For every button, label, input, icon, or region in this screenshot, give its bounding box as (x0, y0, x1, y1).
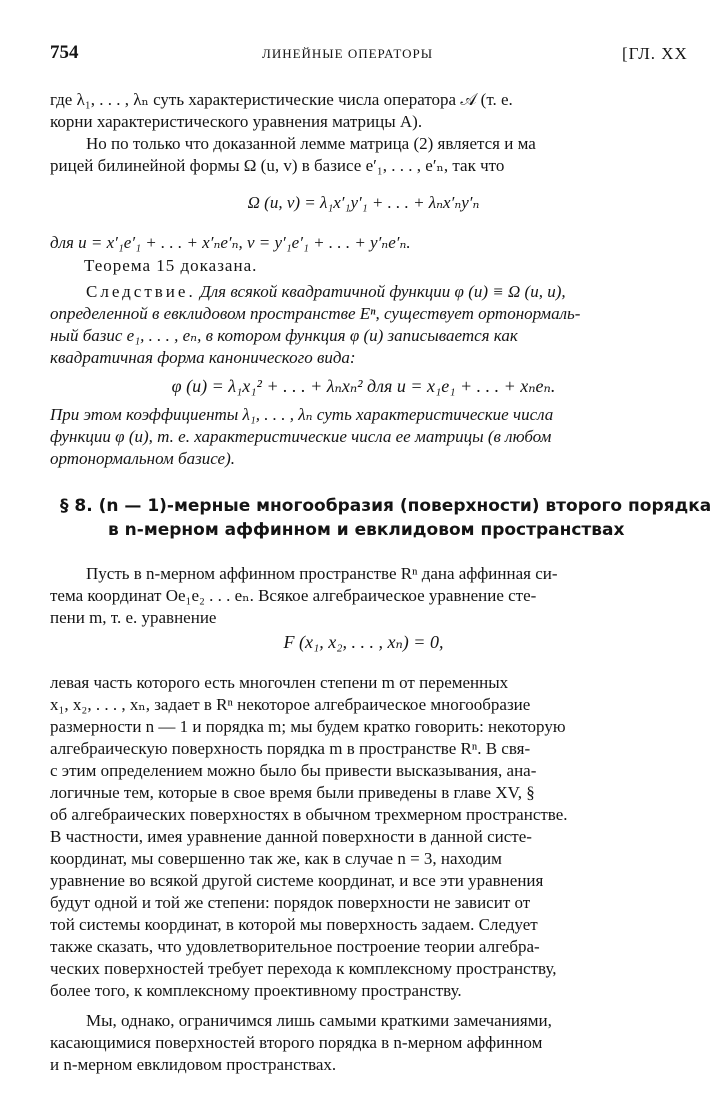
paragraph-line: той системы координат, в которой мы поверхность задаем. Следует (50, 915, 538, 934)
paragraph-line: логичные тем, которые в свое время были приведены в главе XV, § (50, 783, 535, 802)
corollary-text: Для всякой квадратичной функции φ (u) ≡ Ω (u, u), (195, 282, 566, 301)
paragraph-line: В частности, имея уравнение данной поверхности в данной систе- (50, 827, 532, 846)
paragraph-line: левая часть которого есть многочлен степени m от переменных (50, 673, 509, 692)
intro-line: Но по только что доказанной лемме матрица (2) является и ма (86, 134, 536, 153)
paragraph-line: алгебраическую поверхность порядка m в пространстве Rⁿ. В свя- (50, 739, 531, 758)
paragraph-line: ческих поверхностей требует перехода к комплексному пространству, (50, 959, 557, 978)
paragraph-line: пени m, т. е. уравнение (50, 608, 217, 627)
running-title: ЛИНЕЙНЫЕ ОПЕРАТОРЫ (262, 46, 434, 61)
formula-canonical: φ (u) = λ₁x₁² + . . . + λₙxₙ² для u = x₁e₁ + . . . + xₙeₙ. (171, 376, 556, 396)
paragraph-line: тема координат Oe₁e₂ . . . eₙ. Всякое алгебраическое уравнение сте- (50, 586, 537, 605)
corollary-line (86, 281, 566, 303)
intro-line: рицей билинейной формы Ω (u, v) в базисе e′₁, . . . , e′ₙ, так что (50, 156, 505, 175)
corollary-end-line: функции φ (u), т. е. характеристические числа ее матрицы (в любом (50, 427, 552, 446)
paragraph-line: Пусть в n-мерном аффинном пространстве Rⁿ дана аффинная си- (86, 564, 558, 583)
paragraph-line: с этим определением можно было бы привести высказывания, ана- (50, 761, 537, 780)
theorem-proved: Теорема 15 доказана. (84, 256, 258, 275)
intro-line: корни характеристического уравнения матрицы A). (50, 112, 423, 131)
paragraph-line: x₁, x₂, . . . , xₙ, задает в Rⁿ некоторое алгебраическое многообразие (50, 695, 531, 714)
formula-vectors: для u = x′₁e′₁ + . . . + x′ₙe′ₙ, v = y′₁e′₁ + . . . + y′ₙe′ₙ. (50, 233, 411, 252)
page-number: 754 (50, 42, 79, 63)
paragraph-line: уравнение во всякой другой системе координат, и все эти уравнения (50, 871, 544, 890)
chapter-label: [ГЛ. XX (622, 44, 688, 63)
paragraph-line: Мы, однако, ограничимся лишь самыми краткими замечаниями, (86, 1011, 552, 1030)
paragraph-line: также сказать, что удовлетворительное построение теории алгебра- (50, 937, 540, 956)
paragraph-line: более того, к комплексному проективному пространству. (50, 981, 462, 1000)
section-heading-line2: в n-мерном аффинном и евклидовом пространствах (108, 520, 625, 540)
corollary-end-line: ортонормальном базисе). (50, 449, 235, 468)
paragraph-line: размерности n — 1 и порядка m; мы будем кратко говорить: некоторую (50, 717, 566, 736)
paragraph-line: об алгебраических поверхностях в обычном трехмерном пространстве. (50, 805, 568, 824)
formula-bilinear: Ω (u, v) = λ₁x′₁y′₁ + . . . + λₙx′ₙy′ₙ (247, 193, 480, 212)
paragraph-line: координат, мы совершенно так же, как в случае n = 3, находим (50, 849, 502, 868)
corollary-line: определенной в евклидовом пространстве Eⁿ, существует ортонормаль- (50, 304, 581, 323)
corollary-lead: Следствие. (86, 282, 196, 301)
corollary-line: ный базис e₁, . . . , eₙ, в котором функция φ (u) записывается как (50, 326, 518, 345)
corollary-end-line: При этом коэффициенты λ₁, . . . , λₙ суть характеристические числа (50, 405, 554, 424)
paragraph-line: будут одной и той же степени: порядок поверхности не зависит от (50, 893, 531, 912)
section-heading-line1: § 8. (n — 1)-мерные многообразия (поверхности) второго порядка (60, 496, 712, 516)
corollary-line: квадратичная форма канонического вида: (50, 348, 356, 367)
intro-line: где λ₁, . . . , λₙ суть характеристические числа оператора 𝒜 (т. е. (50, 90, 513, 109)
formula-equation: F (x₁, x₂, . . . , xₙ) = 0, (283, 632, 444, 652)
paragraph-line: и n-мерном евклидовом пространствах. (50, 1055, 337, 1074)
paragraph-line: касающимися поверхностей второго порядка в n-мерном аффинном (50, 1033, 543, 1052)
